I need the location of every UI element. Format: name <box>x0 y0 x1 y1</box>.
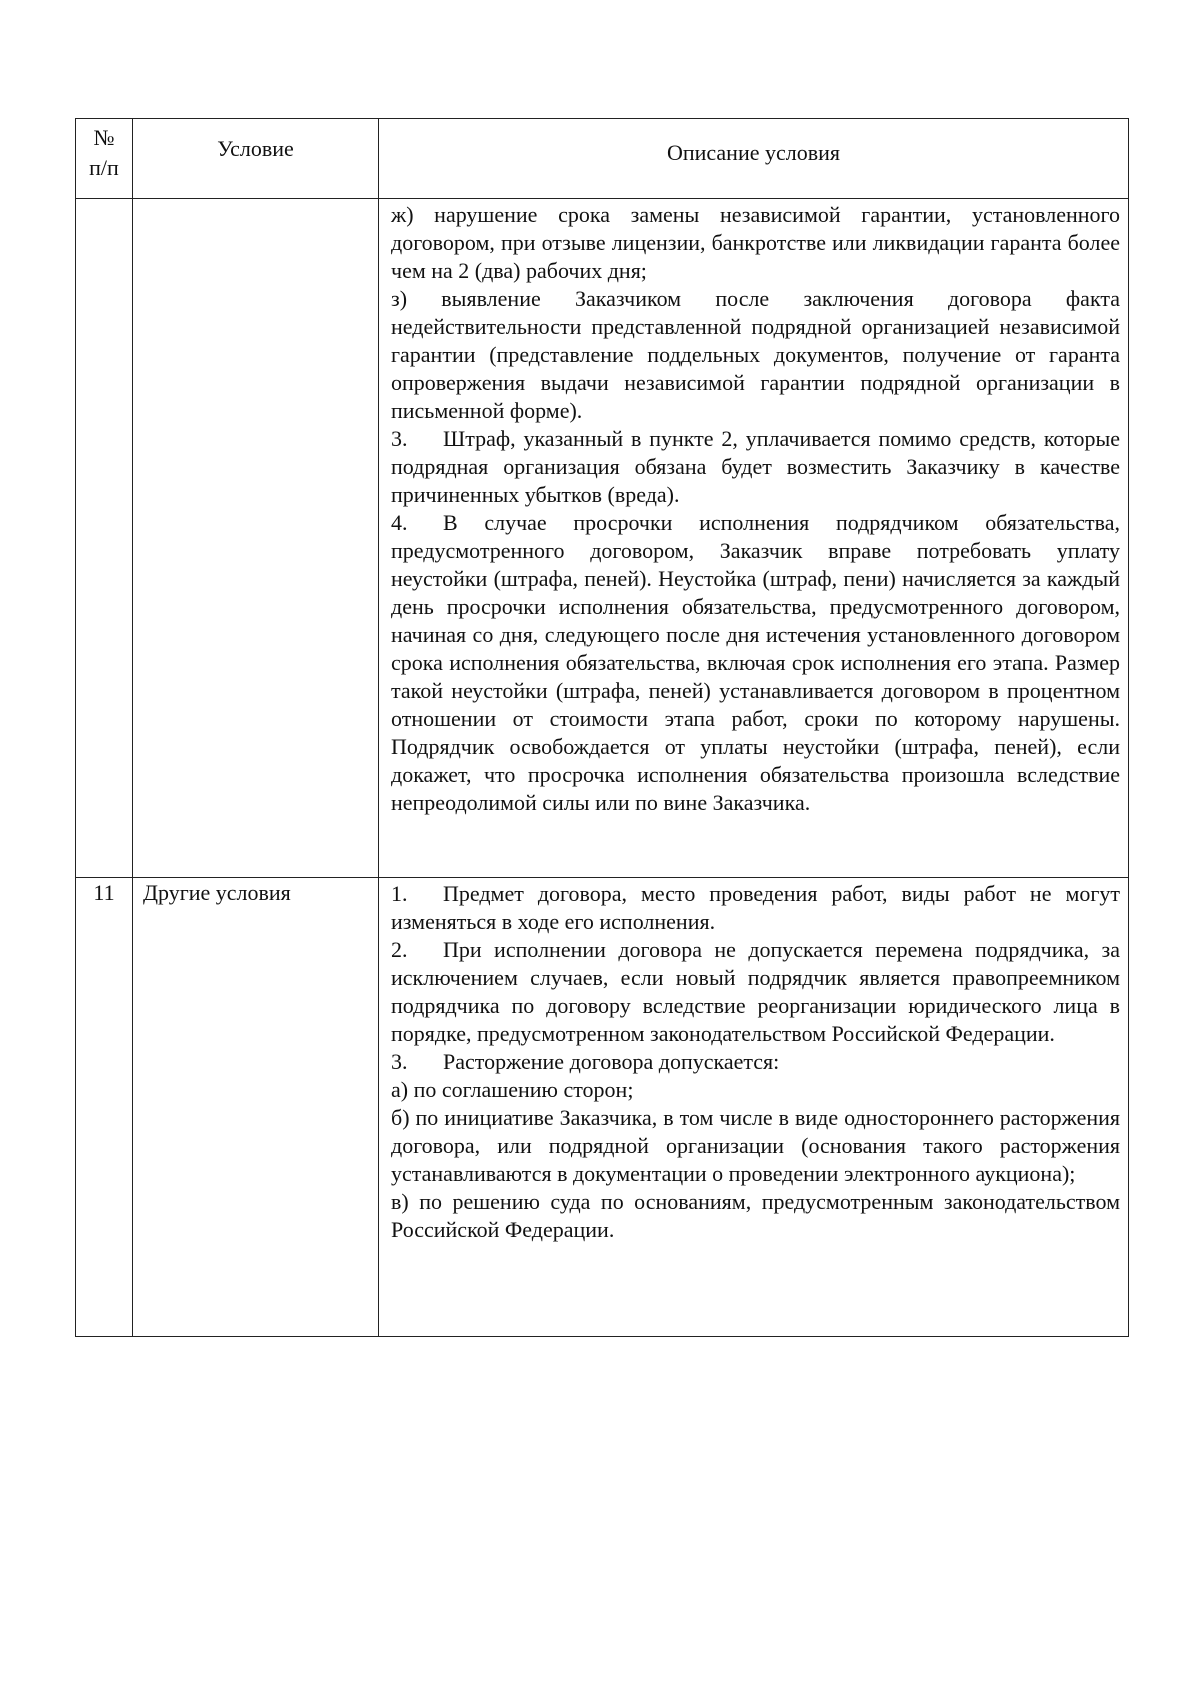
header-condition: Условие <box>133 119 379 199</box>
paragraph-marker: 1. <box>391 881 408 906</box>
description-paragraph: 3. Штраф, указанный в пункте 2, уплачивается помимо средств, которые подрядная организация обязана будет возместить Заказчику в качестве причиненных убытков (вреда). <box>391 426 1120 507</box>
paragraph-marker: 3. <box>391 1049 408 1074</box>
description-paragraph: 3. Расторжение договора допускается: <box>391 1049 780 1074</box>
table-header-row <box>76 119 1129 199</box>
header-description: Описание условия <box>379 119 1129 199</box>
description-paragraph: ж) нарушение срока замены независимой гарантии, установленного договором, при отзыве лицензии, банкротстве или ликвидации гаранта более чем на 2 (два) рабочих дня; <box>391 202 1120 283</box>
description-paragraph: 1. Предмет договора, место проведения работ, виды работ не могут изменяться в ходе его исполнения. <box>391 881 1120 934</box>
conditions-table <box>75 118 1129 1337</box>
description-paragraph: в) по решению суда по основаниям, предусмотренным законодательством Российской Федерации. <box>391 1189 1120 1242</box>
row-condition: Другие условия <box>133 878 379 1337</box>
row-description <box>379 199 1129 878</box>
row-number <box>76 199 133 878</box>
header-number <box>76 119 133 199</box>
table-row <box>76 199 1129 878</box>
header-number-symbol: № <box>93 125 115 150</box>
description-paragraph: 2. При исполнении договора не допускается перемена подрядчика, за исключением случаев, если новый подрядчик является правопреемником подрядчика по договору вследствие реорганизации юридического лица в порядке, предусмотренном законодательством Российской Федерации. <box>391 937 1120 1046</box>
row-description <box>379 878 1129 1337</box>
row-condition <box>133 199 379 878</box>
paragraph-marker: 3. <box>391 426 408 451</box>
paragraph-marker: 2. <box>391 937 408 962</box>
description-paragraph: з) выявление Заказчиком после заключения договора факта недействительности представленной подрядной организацией независимой гарантии (представление поддельных документов, получение от гаранта опровержения выдачи независимой гарантии подрядной организации в письменной форме). <box>391 286 1120 423</box>
description-paragraph: а) по соглашению сторон; <box>391 1077 634 1102</box>
description-paragraph: б) по инициативе Заказчика, в том числе в виде одностороннего расторжения договора, или подрядной организации (основания такого расторжения устанавливаются в документации о проведении электронного аукциона); <box>391 1105 1120 1186</box>
paragraph-marker: 4. <box>391 510 408 535</box>
table-row <box>76 878 1129 1337</box>
row-number: 11 <box>76 878 133 1337</box>
description-paragraph: 4. В случае просрочки исполнения подрядчиком обязательства, предусмотренного договором, Заказчик вправе потребовать уплату неустойки (штрафа, пеней). Неустойка (штраф, пени) начисляется за каждый день просрочки исполнения обязательства, предусмотренного договором, начиная со дня, следующего после дня истечения установленного договором срока исполнения обязательства, включая срок исполнения его этапа. Размер такой неустойки (штрафа, пеней) устанавливается договором в процентном отношении от стоимости этапа работ, сроки по которому нарушены. Подрядчик освобождается от уплаты неустойки (штрафа, пеней), если докажет, что просрочка исполнения обязательства произошла вследствие непреодолимой силы или по вине Заказчика. <box>391 510 1120 815</box>
header-number-abbr: п/п <box>89 155 119 180</box>
